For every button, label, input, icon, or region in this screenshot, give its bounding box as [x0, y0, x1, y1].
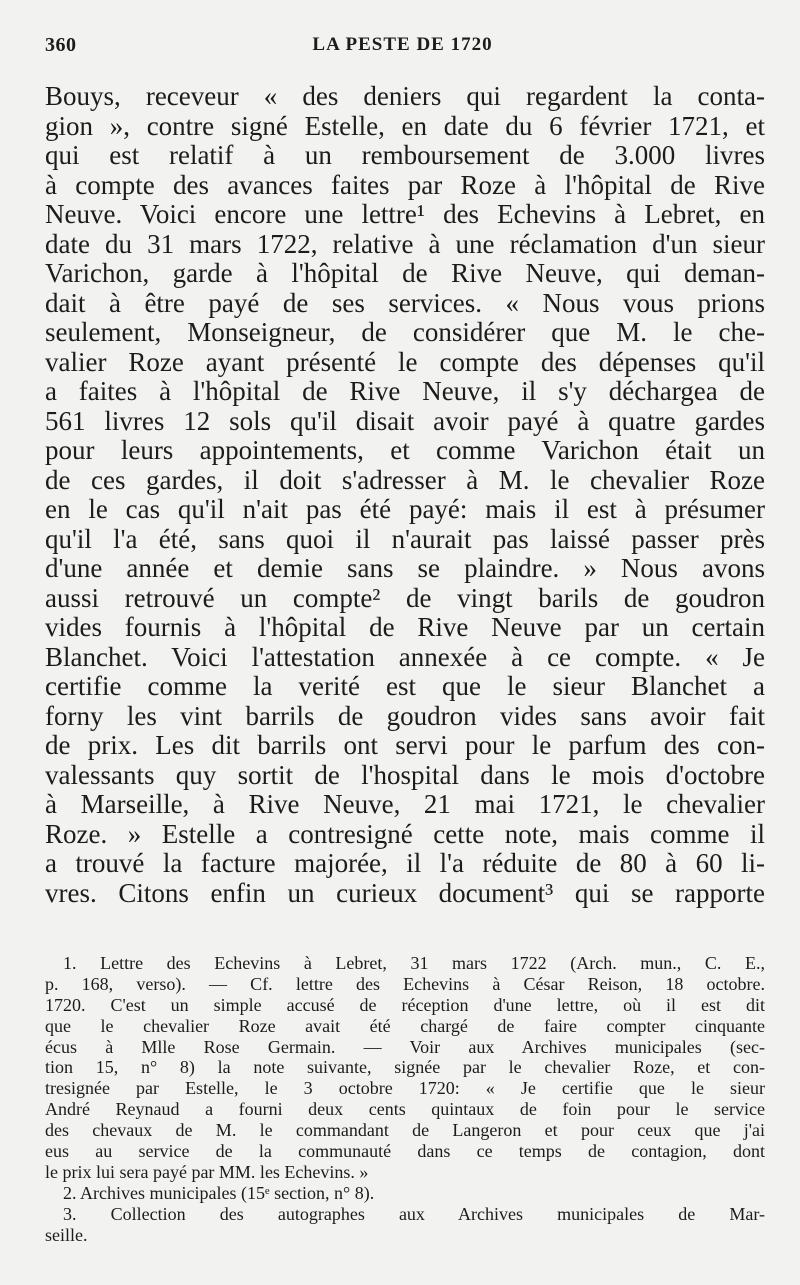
text-line: date du 31 mars 1722, relative à une réclamation d'un sieur [45, 229, 765, 259]
footnote-line: le prix lui sera payé par MM. les Echevins. » [45, 1161, 369, 1182]
footnote-line: que le chevalier Roze avait été chargé de faire compter cinquante [45, 1015, 765, 1036]
running-title: LA PESTE DE 1720 [312, 34, 493, 55]
text-line: Blanchet. Voici l'attestation annexée à ce compte. « Je [45, 642, 765, 672]
text-line: de prix. Les dit barrils ont servi pour le parfum des con- [45, 731, 765, 760]
footnote-line: 1720. C'est un simple accusé de réception d'une lettre, où il est dit [45, 994, 765, 1015]
text-line: Varichon, garde à l'hôpital de Rive Neuve, qui deman- [45, 259, 765, 288]
text-line: pour leurs appointements, et comme Varichon était un [45, 436, 765, 465]
text-line: forny les vint barrils de goudron vides sans avoir fait [45, 701, 765, 731]
text-line: Roze. » Estelle a contresigné cette note, mais comme il [45, 819, 765, 849]
text-line: gion », contre signé Estelle, en date du 6 février 1721, et [45, 111, 765, 141]
footnote-line: 1. Lettre des Echevins à Lebret, 31 mars 1722 (Arch. mun., C. E., [63, 953, 765, 973]
footnote-line: des chevaux de M. le commandant de Langeron et pour ceux que j'ai [45, 1120, 765, 1141]
text-line: 561 livres 12 sols qu'il disait avoir payé à quatre gardes [45, 406, 765, 436]
page-number: 360 [45, 34, 77, 56]
text-line: qui est relatif à un remboursement de 3.000 livres [45, 141, 765, 170]
text-line: valier Roze ayant présenté le compte des dépenses qu'il [45, 347, 765, 377]
text-line: Bouys, receveur « des deniers qui regardent la conta- [45, 82, 765, 111]
footnote-line: tresignée par Estelle, le 3 octobre 1720: « Je certifie que le sieur [45, 1078, 765, 1099]
footnote-line: 2. Archives municipales (15ᵉ section, n° 8). [63, 1182, 375, 1203]
footnote-line: p. 168, verso). — Cf. lettre des Echevins à César Reison, 18 octobre. [45, 973, 765, 994]
text-line: à Marseille, à Rive Neuve, 21 mai 1721, le chevalier [45, 790, 765, 819]
text-line: valessants quy sortit de l'hospital dans le mois d'octobre [45, 760, 765, 790]
text-line: dait à être payé de ses services. « Nous vous prions [45, 288, 765, 318]
text-line: a faites à l'hôpital de Rive Neuve, il s'y déchargea de [45, 377, 765, 406]
text-line: de ces gardes, il doit s'adresser à M. le chevalier Roze [45, 465, 765, 495]
footnote-line: tion 15, n° 8) la note suivante, signée par le chevalier Roze, et con- [45, 1057, 765, 1078]
text-line: à compte des avances faites par Roze à l'hôpital de Rive [45, 170, 765, 200]
text-line: a trouvé la facture majorée, il l'a réduite de 80 à 60 li- [45, 849, 765, 878]
text-line: vres. Citons enfin un curieux document³ qui se rapporte [45, 878, 765, 908]
text-line: Neuve. Voici encore une lettre¹ des Echevins à Lebret, en [45, 200, 765, 229]
footnote-line: écus à Mlle Rose Germain. — Voir aux Archives municipales (sec- [45, 1036, 765, 1057]
footnote-line: 3. Collection des autographes aux Archives municipales de Mar- [63, 1203, 765, 1224]
footnote-line: seille. [45, 1224, 88, 1245]
text-line: certifie comme la verité est que le sieur Blanchet a [45, 672, 765, 701]
text-line: aussi retrouvé un compte² de vingt barils de goudron [45, 583, 765, 613]
text-line: seulement, Monseigneur, de considérer que M. le che- [45, 318, 765, 347]
page-header [45, 34, 760, 62]
main-text [45, 82, 765, 908]
footnotes [45, 953, 765, 1245]
text-line: vides fournis à l'hôpital de Rive Neuve par un certain [45, 613, 765, 642]
text-line: qu'il l'a été, sans quoi il n'aurait pas laissé passer près [45, 524, 765, 554]
footnote-line: eus au service de la communauté dans ce temps de contagion, dont [45, 1141, 765, 1162]
footnote-line: André Reynaud a fourni deux cents quintaux de foin pour le service [45, 1099, 765, 1120]
text-line: d'une année et demie sans se plaindre. » Nous avons [45, 554, 765, 583]
text-line: en le cas qu'il n'ait pas été payé: mais il est à présumer [45, 495, 765, 524]
